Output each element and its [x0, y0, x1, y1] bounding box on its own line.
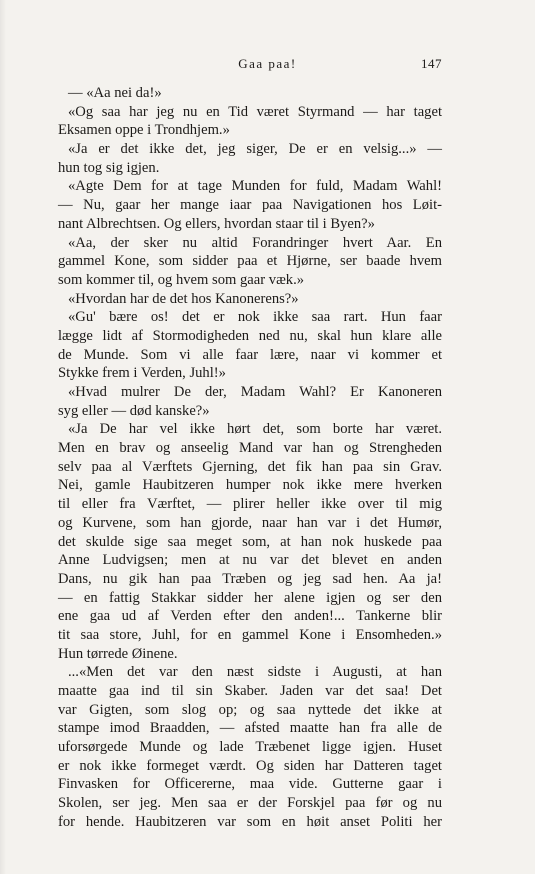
text-line: «Agte Dem for at tage Munden for fuld, Madam Wahl!	[68, 178, 442, 195]
text-line: «Ja er det ikke det, jeg siger, De er en velsig...» —	[68, 141, 442, 158]
text-line: — Nu, gaar her mange iaar paa Navigationen hos Løit-	[58, 197, 442, 214]
text-line: tit saa store, Juhl, for en gammel Kone i Ensomheden.»	[58, 626, 442, 643]
body-text	[58, 84, 442, 832]
text-line: «Hvordan har de det hos Kanonerens?»	[68, 290, 299, 307]
text-line: hun tog sig igjen.	[58, 159, 160, 176]
page-number: 147	[421, 56, 442, 71]
text-line: maatte gaa ind til sin Skaber. Jaden var det saa! Det	[58, 683, 442, 699]
text-line: «Hvad mulrer De der, Madam Wahl? Er Kanoneren	[68, 384, 442, 400]
text-line: gammel Kone, som sidder paa et Hjørne, ser baade hvem	[58, 253, 442, 270]
text-line: Dans, nu gik han paa Træben og jeg sad hen. Aa ja!	[58, 570, 442, 587]
page-edge-shadow	[0, 0, 6, 874]
text-line: til eller fra Værftet, — plirer heller ikke over til mig	[58, 496, 442, 513]
text-line: Men en brav og anseelig Mand var han og Strengheden	[58, 440, 442, 457]
running-title: Gaa paa!	[238, 56, 297, 71]
text-line: «Ja De har vel ikke hørt det, som borte har været.	[68, 421, 442, 438]
text-line: uforsørgede Munde og lade Træbenet ligge igjen. Huset	[58, 739, 442, 756]
text-line: nant Albrechtsen. Og ellers, hvordan staar til i Byen?»	[58, 215, 375, 232]
text-line: som kommer til, og hvem som gaar væk.»	[58, 271, 305, 288]
running-head	[0, 56, 535, 74]
text-line: ...«Men det var den næst sidste i Augusti, at han	[68, 664, 442, 681]
text-line: syg eller — død kanske?»	[58, 402, 210, 419]
text-line: og Kurvene, som han gjorde, naar han var i det Humør,	[58, 514, 442, 531]
text-line: lægge lidt af Stormodigheden ned nu, skal hun klare alle	[58, 327, 442, 344]
text-line: — «Aa nei da!»	[68, 85, 162, 101]
text-line: var Gigten, som slog op; og saa nyttede det ikke at	[58, 701, 442, 718]
text-line: Anne Ludvigsen; men at nu var det blevet en anden	[58, 552, 442, 569]
text-line: selv paa al Værftets Gjerning, det fik han paa sin Grav.	[58, 458, 442, 475]
text-line: Hun tørrede Øinene.	[58, 645, 178, 662]
text-line: stampe imod Braadden, — afsted maatte han fra alle de	[58, 720, 442, 737]
text-line: Nei, gamle Haubitzeren humper nok ikke mere hverken	[58, 477, 442, 494]
text-line: de Munde. Som vi alle faar lære, naar vi kommer et	[58, 346, 442, 363]
text-line: «Og saa har jeg nu en Tid været Styrmand — har taget	[68, 103, 442, 120]
text-line: Eksamen oppe i Trondhjem.»	[58, 122, 230, 139]
text-line: «Aa, der sker nu altid Forandringer hvert Aar. En	[68, 234, 442, 251]
text-line: ene gaa ud af Verden efter den anden!... Tankerne blir	[58, 608, 442, 625]
text-line: for hende. Haubitzeren var som en høit anset Politi her	[58, 813, 442, 830]
text-line: «Gu' bære os! det er nok ikke saa rart. Hun faar	[68, 309, 442, 326]
text-line: er nok ikke formeget værdt. Og siden har Datteren taget	[58, 757, 442, 774]
text-line: Stykke frem i Verden, Juhl!»	[58, 365, 226, 382]
text-line: Skolen, ser jeg. Men saa er der Forskjel paa før og nu	[58, 795, 442, 812]
text-line: — en fattig Stakkar sidder her alene igjen og ser den	[58, 589, 442, 606]
text-line: det skulde sige saa meget som, at han nok huskede paa	[58, 533, 442, 550]
text-line: Finvasken for Officererne, maa vide. Gutterne gaar i	[58, 776, 442, 793]
